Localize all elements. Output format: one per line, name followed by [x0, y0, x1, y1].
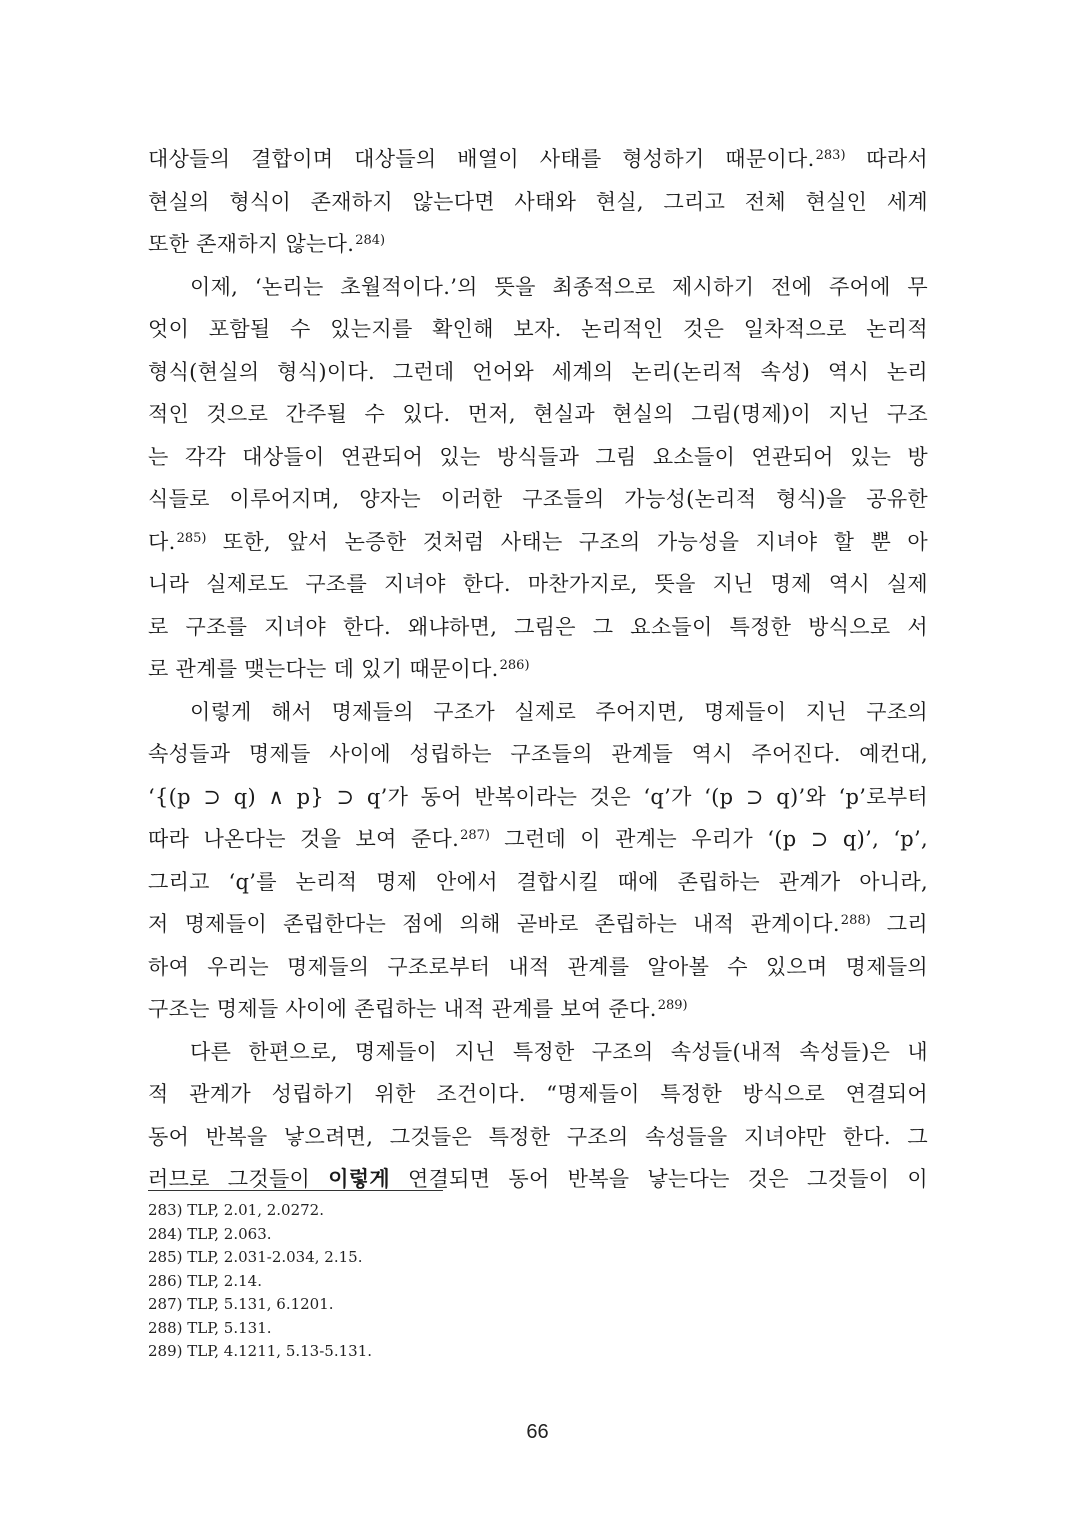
- text-line: 엇이 포함될 수 있는지를 확인해 보자. 논리적인 것은 일차적으로 논리적: [148, 317, 928, 341]
- footnote-ref[interactable]: 283): [815, 148, 846, 163]
- footnote: 288) TLP, 5.131.: [148, 1318, 272, 1337]
- text-line: 는 각각 대상들이 연관되어 있는 방식들과 그림 요소들이 연관되어 있는 방: [148, 444, 928, 469]
- text-line: 니라 실제로도 구조를 지녀야 한다. 마찬가지로, 뜻을 지닌 명제 역시 실제: [148, 572, 928, 596]
- text-line: 다.$^{285)}$ 또한, 앞서 논증한 것처럼 사태는 구조의 가능성을 지녀야 할 뿐 아: [148, 529, 928, 554]
- text-line: 다른 한편으로, 명제들이 지닌 특정한 구조의 속성들(내적 속성들)은 내: [190, 1039, 928, 1064]
- text-line: 따라 나온다는 것을 보여 준다.$^{287)}$ 그런데 이 관계는 우리가 ‘(p ⊃ q)’, ‘p’,: [148, 827, 928, 851]
- paragraph: [148, 1031, 928, 1201]
- footnote-ref[interactable]: 285): [176, 530, 207, 546]
- text-line: 적인 것으로 간주될 수 있다. 먼저, 현실과 현실의 그림(명제)이 지닌 구조: [148, 402, 928, 426]
- footnote-ref[interactable]: 289): [657, 998, 688, 1013]
- footnote: 289) TLP, 4.1211, 5.13-5.131.: [148, 1342, 373, 1360]
- body-text: [148, 138, 928, 1201]
- text-line: 로 관계를 맺는다는 데 있기 때문이다.$^{286)}$: [148, 657, 530, 681]
- footnote: 285) TLP, 2.031-2.034, 2.15.: [148, 1248, 363, 1266]
- footnote-ref[interactable]: 288): [840, 913, 871, 928]
- paragraph: [148, 138, 928, 266]
- footnote-ref[interactable]: 284): [355, 233, 386, 248]
- text-line: 현실의 형식이 존재하지 않는다면 사태와 현실, 그리고 전체 현실인 세계: [148, 189, 928, 214]
- text-line: 그리고 ‘q’를 논리적 명제 안에서 결합시킬 때에 존립하는 관계가 아니라,: [148, 869, 928, 894]
- text-line: 또한 존재하지 않는다.$^{284)}$: [148, 232, 386, 256]
- text-line: 하여 우리는 명제들의 구조로부터 내적 관계를 알아볼 수 있으며 명제들의: [148, 954, 928, 979]
- footnote: 286) TLP, 2.14.: [148, 1271, 262, 1290]
- footnote: 283) TLP, 2.01, 2.0272.: [148, 1201, 324, 1219]
- text-line: 러므로 그것들이 이렇게 연결되면 동어 반복을 낳는다는 것은 그것들이 이: [148, 1167, 928, 1191]
- footnote: 284) TLP, 2.063.: [148, 1224, 272, 1243]
- page-number: 66: [526, 1421, 549, 1443]
- emphasis-text: 이렇게: [328, 1167, 390, 1191]
- footnote: 287) TLP, 5.131, 6.1201.: [148, 1295, 334, 1313]
- text-line: 동어 반복을 낳으려면, 그것들은 특정한 구조의 속성들을 지녀야만 한다. 그: [148, 1124, 928, 1149]
- text-line: ‘{(p ⊃ q) ∧ p} ⊃ q’가 동어 반복이라는 것은 ‘q’가 ‘(p ⊃ q)’와 ‘p’로부터: [148, 784, 928, 809]
- footnote-ref[interactable]: 287): [460, 828, 490, 843]
- text-line: 적 관계가 성립하기 위한 조건이다. “명제들이 특정한 방식으로 연결되어: [148, 1082, 928, 1106]
- footnotes: [148, 1199, 748, 1364]
- footnote-divider: [148, 1190, 443, 1191]
- text-line: 식들로 이루어지며, 양자는 이러한 구조들의 가능성(논리적 형식)을 공유한: [148, 487, 928, 511]
- text-line: 대상들의 결합이며 대상들의 배열이 사태를 형성하기 때문이다.$^{283)}$ 따라서: [148, 147, 929, 171]
- footnote-ref[interactable]: 286): [499, 658, 530, 673]
- text-line: 구조는 명제들 사이에 존립하는 내적 관계를 보여 준다.$^{289)}$: [148, 997, 688, 1021]
- text-line: 이제, ‘논리는 초월적이다.’의 뜻을 최종적으로 제시하기 전에 주어에 무: [190, 274, 928, 299]
- text-line: 저 명제들이 존립한다는 점에 의해 곧바로 존립하는 내적 관계이다.$^{288)}$ 그리: [148, 912, 928, 936]
- paragraph: [148, 266, 928, 691]
- text-line: 형식(현실의 형식)이다. 그런데 언어와 세계의 논리(논리적 속성) 역시 논리: [148, 359, 928, 384]
- paragraph: [148, 691, 928, 1031]
- text-line: 이렇게 해서 명제들의 구조가 실제로 주어지면, 명제들이 지닌 구조의: [190, 699, 928, 724]
- text-line: 로 구조를 지녀야 한다. 왜냐하면, 그림은 그 요소들이 특정한 방식으로 서: [148, 614, 928, 639]
- text-line: 속성들과 명제들 사이에 성립하는 구조들의 관계들 역시 주어진다. 예컨대,: [148, 742, 928, 766]
